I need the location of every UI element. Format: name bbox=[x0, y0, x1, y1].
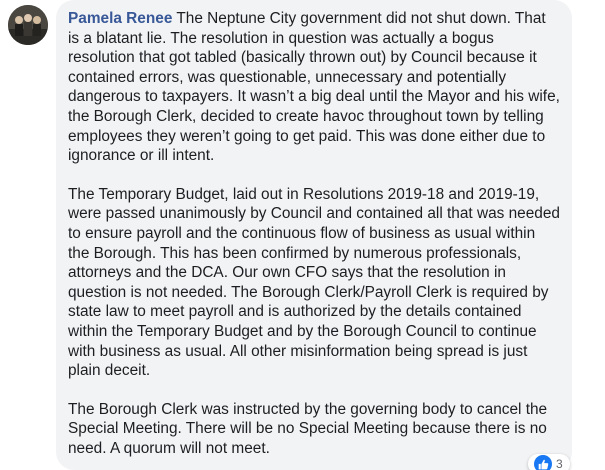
comment-paragraph-3: The Borough Clerk was instructed by the governing body to cancel the Special Meeting. There will be no Special Meeting because there is no need. A quorum will not meet. bbox=[68, 400, 548, 457]
comment-bubble bbox=[56, 0, 572, 470]
like-icon bbox=[534, 455, 552, 470]
avatar[interactable] bbox=[8, 5, 48, 45]
comment-paragraph-1 bbox=[68, 9, 560, 166]
comment-paragraph-2: The Temporary Budget, laid out in Resolutions 2019-18 and 2019-19, were passed unanimously by Council and contained all that was needed to ensure payroll and the continuous flow of business as usual within the Borough. This has been confirmed by numerous professionals, attorneys and the DCA. Our own CFO says that the resolution in question is not needed. The Borough Clerk/Payroll Clerk is required by state law to meet payroll and is authorized by the details contained within the Temporary Budget and by the Borough Council to continue with business as usual. All other misinformation being spread is just plain deceit. bbox=[68, 185, 560, 380]
comment-text-1: The Neptune City government did not shut down. That is a blatant lie. The resolution in question was actually a bogus resolution that got tabled (basically thrown out) by Council because it contained errors, was questionable, unnecessary and potentially dangerous to taxpayers. It wasn’t a big deal until the Mayor and his wife, the Borough Clerk, decided to create havoc throughout town by telling employees they weren’t going to get paid. This was done either due to ignorance or ill intent. bbox=[68, 10, 560, 165]
reaction-summary[interactable] bbox=[528, 454, 570, 470]
profile-photo-icon bbox=[8, 5, 48, 45]
author-name[interactable]: Pamela Renee bbox=[68, 10, 173, 27]
reaction-count: 3 bbox=[556, 457, 563, 470]
